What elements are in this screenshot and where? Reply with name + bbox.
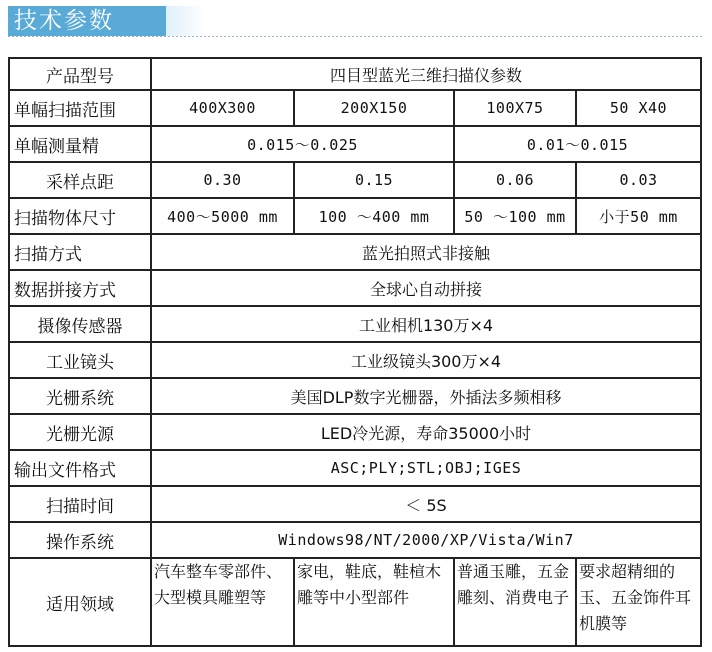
row-label: 光栅系统	[9, 378, 151, 414]
row-label: 扫描时间	[9, 486, 151, 522]
row-label: 单幅测量精	[9, 126, 151, 162]
table-row-camera-sensor	[9, 306, 701, 342]
table-cell: 工业相机130万×4	[151, 306, 701, 342]
row-label: 光栅光源	[9, 414, 151, 450]
table-row-lens	[9, 342, 701, 378]
row-label: 操作系统	[9, 522, 151, 558]
table-row-scan-time	[9, 486, 701, 522]
table-cell: 家电，鞋底，鞋楦木雕等中小型部件	[294, 558, 454, 646]
table-cell: 蓝光拍照式非接触	[151, 234, 701, 270]
table-cell: 0.30	[151, 162, 294, 198]
section-header	[0, 0, 712, 44]
table-row-grating-system	[9, 378, 701, 414]
table-cell: ＜ 5S	[151, 486, 701, 522]
table-cell: ASC;PLY;STL;OBJ;IGES	[151, 450, 701, 486]
table-row-scan-range	[9, 90, 701, 126]
table-row-point-spacing	[9, 162, 701, 198]
row-label: 摄像传感器	[9, 306, 151, 342]
row-label: 适用领域	[9, 558, 151, 646]
table-row-applications	[9, 558, 701, 646]
table-cell: 汽车整车零部件、大型模具雕塑等	[151, 558, 294, 646]
table-cell: LED冷光源，寿命35000小时	[151, 414, 701, 450]
table-cell: 400X300	[151, 90, 294, 126]
table-cell: 小于50 mm	[576, 198, 701, 234]
table-row-model	[9, 58, 701, 90]
table-cell: 美国DLP数字光栅器，外插法多频相移	[151, 378, 701, 414]
table-row-accuracy	[9, 126, 701, 162]
table-row-stitching	[9, 270, 701, 306]
table-row-output-format	[9, 450, 701, 486]
table-cell: 0.015～0.025	[151, 126, 454, 162]
table-cell: 全球心自动拼接	[151, 270, 701, 306]
row-label: 采样点距	[9, 162, 151, 198]
table-cell: 普通玉雕，五金雕刻、消费电子	[454, 558, 576, 646]
row-label: 数据拼接方式	[9, 270, 151, 306]
spec-table	[8, 57, 702, 647]
table-row-light-source	[9, 414, 701, 450]
table-cell: 工业级镜头300万×4	[151, 342, 701, 378]
table-row-object-size	[9, 198, 701, 234]
header-divider	[8, 36, 704, 37]
table-cell: 0.15	[294, 162, 454, 198]
table-cell: 400～5000 mm	[151, 198, 294, 234]
section-title: 技术参数	[14, 8, 114, 34]
table-row-os	[9, 522, 701, 558]
row-label: 扫描方式	[9, 234, 151, 270]
table-cell: Windows98/NT/2000/XP/Vista/Win7	[151, 522, 701, 558]
table-cell: 50 X40	[576, 90, 701, 126]
table-cell: 四目型蓝光三维扫描仪参数	[151, 58, 701, 90]
row-label: 工业镜头	[9, 342, 151, 378]
table-cell: 100X75	[454, 90, 576, 126]
header-fade	[166, 6, 206, 36]
table-cell: 100 ～400 mm	[294, 198, 454, 234]
row-label: 单幅扫描范围	[9, 90, 151, 126]
row-label: 扫描物体尺寸	[9, 198, 151, 234]
table-row-scan-method	[9, 234, 701, 270]
row-label: 产品型号	[9, 58, 151, 90]
row-label: 输出文件格式	[9, 450, 151, 486]
table-cell: 0.06	[454, 162, 576, 198]
table-cell: 0.01～0.015	[454, 126, 701, 162]
table-cell: 50 ～100 mm	[454, 198, 576, 234]
table-cell: 200X150	[294, 90, 454, 126]
table-cell: 0.03	[576, 162, 701, 198]
table-cell: 要求超精细的玉、五金饰件耳机膜等	[576, 558, 701, 646]
